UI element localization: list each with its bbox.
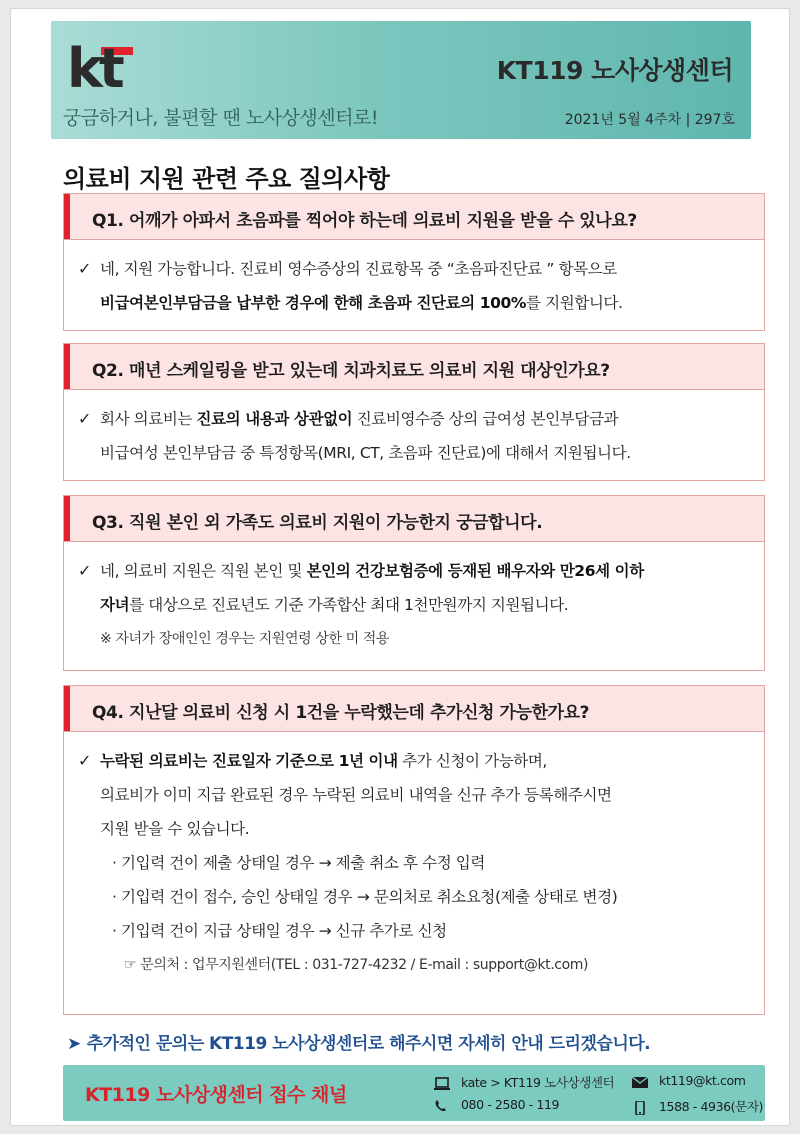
answer-line: 를 지원합니다.: [526, 294, 623, 312]
issue-info: 2021년 5월 4주차 | 297호: [564, 112, 735, 128]
channel-sms[interactable]: [631, 1097, 763, 1115]
list-item: · 기입력 건이 접수, 승인 상태일 경우 → 문의처로 취소요청(제출 상태로 변경): [112, 888, 618, 906]
answer-line: 네, 의료비 지원은 직원 본인 및: [100, 562, 307, 580]
center-title: KT119 노사상생센터: [496, 56, 733, 85]
qa-block-q4: [63, 685, 765, 1015]
qa-block-q2: [63, 343, 765, 481]
channel-email[interactable]: [631, 1073, 746, 1089]
answer-line: 지원 받을 수 있습니다.: [100, 820, 250, 838]
answer-body: [64, 542, 764, 656]
answer-emphasis: 진료의 내용과 상관없이: [196, 410, 353, 428]
laptop-icon: [433, 1077, 451, 1091]
channel-email-text: kt119@kt.com: [659, 1073, 746, 1088]
question-header: [64, 194, 764, 240]
answer-emphasis: 누락된 의료비는 진료일자 기준으로 1년 이내: [100, 752, 398, 770]
check-icon: ✓: [78, 751, 92, 770]
check-icon: ✓: [78, 561, 92, 580]
answer-emphasis: 자녀: [100, 596, 130, 614]
answer-line: 진료비영수증 상의 급여성 본인부담금과: [352, 410, 619, 428]
answer-body: [64, 732, 764, 982]
answer-line: 추가 신청이 가능하며,: [397, 752, 547, 770]
answer-line: 비급여성 본인부담금 중 특정항목(MRI, CT, 초음파 진단료)에 대해서 지원됩니다.: [100, 444, 631, 462]
note: ※ 자녀가 장애인인 경우는 지원연령 상한 미 적용: [100, 631, 390, 647]
answer-line: 를 대상으로 진료년도 기준 가족합산 최대 1천만원까지 지원됩니다.: [129, 596, 569, 614]
question-text: Q2. 매년 스케일링을 받고 있는데 치과치료도 의료비 지원 대상인가요?: [92, 361, 610, 381]
answer-line: 회사 의료비는: [100, 410, 197, 428]
answer-body: [64, 240, 764, 320]
channel-phone[interactable]: [433, 1097, 559, 1113]
newsletter-page: [10, 8, 790, 1126]
svg-text:kt: kt: [67, 37, 121, 93]
accent-bar: [64, 496, 70, 541]
qa-block-q3: [63, 495, 765, 671]
answer-body: [64, 390, 764, 470]
footer-note: [67, 1029, 650, 1054]
header-banner: [51, 21, 751, 139]
accent-bar: [64, 194, 70, 239]
channel-web-text: kate > KT119 노사상생센터: [461, 1075, 615, 1090]
contact-channel-bar: [63, 1065, 765, 1121]
list-item: · 기입력 건이 제출 상태일 경우 → 제출 취소 후 수정 입력: [112, 854, 485, 872]
slogan: 궁금하거나, 불편할 땐 노사상생센터로!: [63, 107, 378, 129]
channel-phone-text: 080 - 2580 - 119: [461, 1097, 560, 1112]
accent-bar: [64, 686, 70, 731]
check-icon: ✓: [78, 259, 92, 278]
answer-emphasis: 본인의 건강보험증에 등재된 배우자와 만26세 이하: [306, 562, 644, 580]
accent-bar: [64, 344, 70, 389]
phone-icon: [433, 1099, 451, 1113]
mail-icon: [631, 1075, 649, 1089]
page-title: 의료비 지원 관련 주요 질의사항: [63, 165, 390, 193]
question-header: [64, 686, 764, 732]
channel-sms-text: 1588 - 4936(문자): [659, 1099, 763, 1114]
answer-emphasis: 비급여본인부담금을 납부한 경우에 한해 초음파 진단료의 100%: [100, 294, 527, 312]
mobile-icon: [631, 1101, 649, 1115]
check-icon: ✓: [78, 409, 92, 428]
list-item: · 기입력 건이 지급 상태일 경우 → 신규 추가로 신청: [112, 922, 447, 940]
contact-info: ☞ 문의처 : 업무지원센터(TEL : 031-727-4232 / E-mail : support@kt.com): [124, 957, 589, 973]
kt-logo: [67, 37, 137, 93]
question-header: [64, 344, 764, 390]
question-text: Q4. 지난달 의료비 신청 시 1건을 누락했는데 추가신청 가능한가요?: [92, 703, 590, 723]
question-text: Q3. 직원 본인 외 가족도 의료비 지원이 가능한지 궁금합니다.: [92, 513, 543, 533]
arrow-icon: ➤: [67, 1034, 81, 1054]
channel-web[interactable]: [433, 1073, 614, 1091]
answer-line: 의료비가 이미 지급 완료된 경우 누락된 의료비 내역을 신규 추가 등록해주시면: [100, 786, 612, 804]
question-header: [64, 496, 764, 542]
footer-note-text: 추가적인 문의는 KT119 노사상생센터로 해주시면 자세히 안내 드리겠습니다.: [86, 1034, 651, 1054]
answer-line: 네, 지원 가능합니다. 진료비 영수증상의 진료항목 중 “초음파진단료 ” 항목으로: [100, 260, 617, 278]
qa-block-q1: [63, 193, 765, 331]
channel-title: KT119 노사상생센터 접수 채널: [85, 1084, 347, 1106]
question-text: Q1. 어깨가 아파서 초음파를 찍어야 하는데 의료비 지원을 받을 수 있나요?: [92, 211, 637, 231]
